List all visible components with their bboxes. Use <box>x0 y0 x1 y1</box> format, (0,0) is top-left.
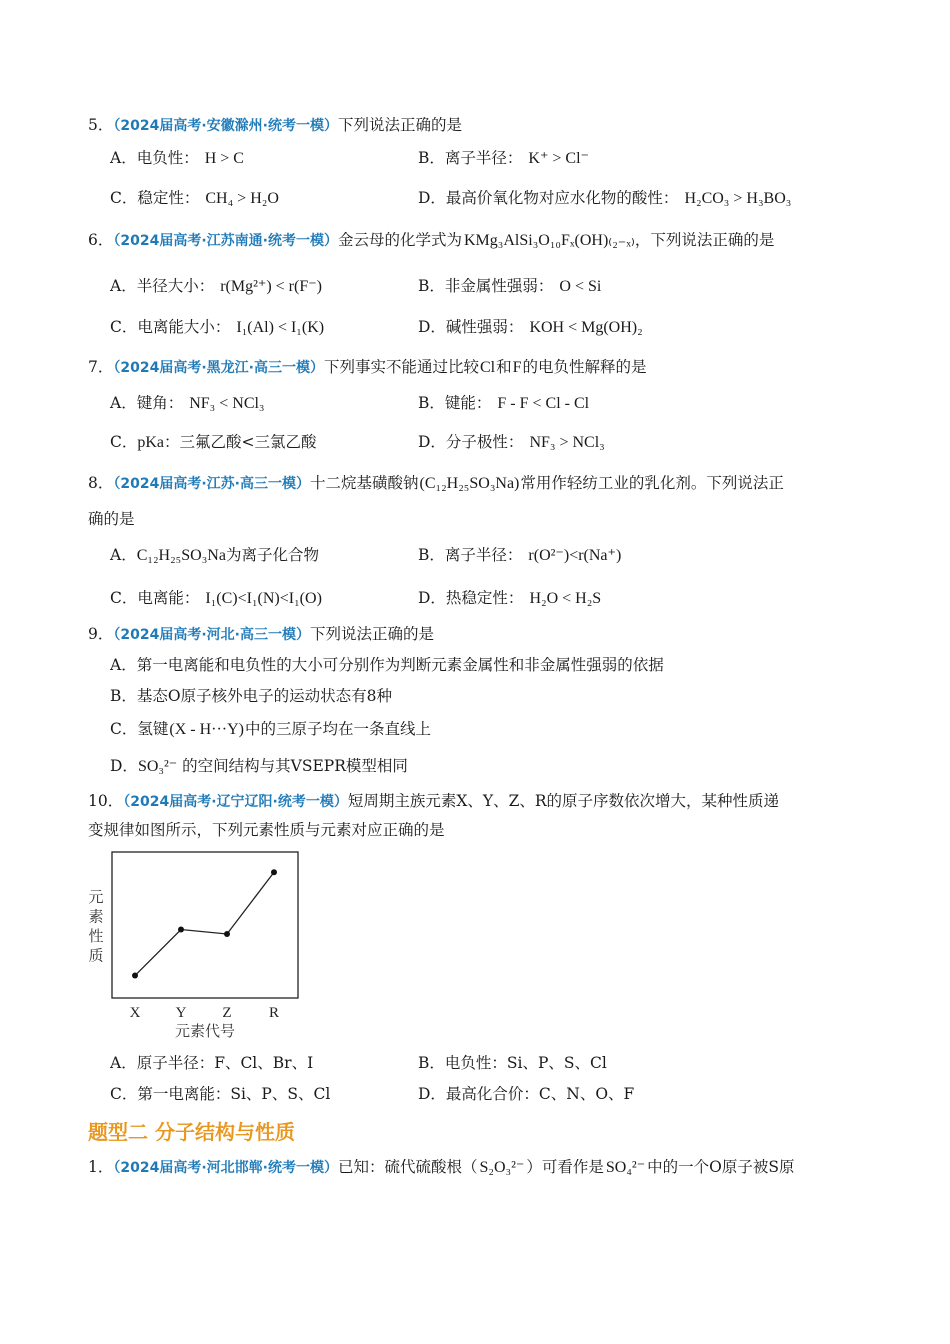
x-tick-label: Y <box>175 1005 187 1021</box>
option-a: A．第一电离能和电负性的大小可分别作为判断元素金属性和非金属性强弱的依据 <box>110 656 664 674</box>
option-a: A．键角： NF₃ < NCl₃ <box>110 394 265 412</box>
x-tick-label: R <box>268 1005 280 1021</box>
chart-marks <box>132 869 277 978</box>
question-10-stem: 10．（2024届高考·辽宁辽阳·统考一模）短周期主族元素X、Y、Z、R的原子序数依次增大，某种性质递 <box>88 792 780 810</box>
chart-frame <box>112 852 298 998</box>
option-a: A．C₁₂H₂₅SO₃Na为离子化合物 <box>110 546 319 564</box>
option-b: B．非金属性强弱： O < Si <box>418 277 602 295</box>
y-axis-label <box>88 889 103 965</box>
x-tick-label: X <box>129 1005 141 1021</box>
y-label-char: 性 <box>88 929 104 945</box>
question-source: （2024届高考·安徽滁州·统考一模） <box>113 118 338 134</box>
chemical-formula: (C₁₂H₂₅SO₃Na) <box>419 475 520 492</box>
question-source: （2024届高考·辽宁辽阳·统考一模） <box>123 794 348 810</box>
question-6-stem: 6．（2024届高考·江苏南通·统考一模）金云母的化学式为 KMg₃AlSi₃O₁₀Fₓ(OH)₍₂₋ₓ₎，下列说法正确的是 <box>88 231 775 249</box>
x-tick-label: Z <box>222 1005 232 1021</box>
x-axis-label: 元素代号 <box>174 1024 236 1040</box>
data-point-z <box>224 931 230 937</box>
section-title: 题型二 分子结构与性质 <box>88 1120 295 1144</box>
chemical-formula: SO₄²⁻ <box>605 1159 646 1176</box>
question-8-stem-cont: 确的是 <box>88 510 135 528</box>
option-d: D．SO₃²⁻ 的空间结构与其VSEPR模型相同 <box>110 757 408 775</box>
question-source: （2024届高考·江苏·高三一模） <box>113 476 310 492</box>
option-d: D．碱性强弱： KOH < Mg(OH)₂ <box>418 318 643 336</box>
chemical-formula: KMg₃AlSi₃O₁₀Fₓ(OH)₍₂₋ₓ₎ <box>464 232 635 249</box>
chemical-formula: S₂O₃²⁻ <box>479 1159 525 1176</box>
option-c: C．电离能大小： I₁(Al) < I₁(K) <box>110 318 325 336</box>
x-axis-ticks <box>130 1005 279 1021</box>
question-text: 下列说法正确的是 <box>337 116 462 134</box>
question-10-stem-cont: 变规律如图所示，下列元素性质与元素对应正确的是 <box>88 821 445 839</box>
data-point-x <box>132 973 138 979</box>
question-1-stem: 1．（2024届高考·河北邯郸·统考一模）已知：硫代硫酸根（ S₂O₃²⁻ ）可看作是 SO₄²⁻ 中的一个O原子被S原 <box>88 1158 795 1176</box>
question-9-stem: 9．（2024届高考·河北·高三一模）下列说法正确的是 <box>88 625 434 643</box>
option-d: D．分子极性： NF₃ > NCl₃ <box>418 433 605 451</box>
option-c: C．氢键(X - H···Y)中的三原子均在一条直线上 <box>110 720 432 738</box>
option-b: B．基态O原子核外电子的运动状态有8种 <box>110 687 392 705</box>
option-a: A．半径大小： r(Mg²⁺) < r(F⁻) <box>110 277 323 295</box>
option-b: B．离子半径： r(O²⁻)<r(Na⁺) <box>418 546 622 564</box>
question-8-stem: 8．（2024届高考·江苏·高三一模）十二烷基磺酸钠(C₁₂H₂₅SO₃Na)常用作轻纺工业的乳化剂。下列说法正 <box>88 474 784 492</box>
option-a: A．电负性： H > C <box>110 149 244 167</box>
question-number: 5． <box>88 116 114 134</box>
data-point-r <box>271 869 277 875</box>
question-source: （2024届高考·江苏南通·统考一模） <box>113 233 338 249</box>
question-7-stem: 7．（2024届高考·黑龙江·高三一模）下列事实不能通过比较Cl和F的电负性解释的是 <box>88 358 647 376</box>
y-label-char: 素 <box>88 909 104 926</box>
option-b: B．键能： F - F < Cl - Cl <box>418 394 590 412</box>
option-b: B．电负性：Si、P、S、Cl <box>418 1054 607 1072</box>
option-c: C．第一电离能：Si、P、S、Cl <box>110 1085 331 1103</box>
option-b: B．离子半径： K⁺ > Cl⁻ <box>418 149 589 167</box>
element-property-chart <box>84 848 324 1048</box>
y-label-char: 元 <box>88 890 104 906</box>
question-source: （2024届高考·河北·高三一模） <box>113 627 310 643</box>
question-5-stem <box>88 115 462 136</box>
data-point-y <box>178 926 184 932</box>
option-c: C．电离能： I₁(C)<I₁(N)<I₁(O) <box>110 589 322 607</box>
option-c: C．稳定性： CH₄ > H₂O <box>110 189 279 207</box>
y-label-char: 质 <box>88 948 104 965</box>
option-c: C．pKa：三氟乙酸<三氯乙酸 <box>110 433 317 451</box>
question-source: （2024届高考·河北邯郸·统考一模） <box>113 1160 338 1176</box>
option-d: D．热稳定性： H₂O < H₂S <box>418 589 602 607</box>
option-d: D．最高价氧化物对应水化物的酸性： H₂CO₃ > H₃BO₃ <box>418 189 792 207</box>
question-source: （2024届高考·黑龙江·高三一模） <box>113 360 324 376</box>
option-a: A．原子半径：F、Cl、Br、I <box>110 1054 314 1072</box>
series-line <box>135 872 274 975</box>
option-d: D．最高化合价：C、N、O、F <box>418 1085 635 1103</box>
